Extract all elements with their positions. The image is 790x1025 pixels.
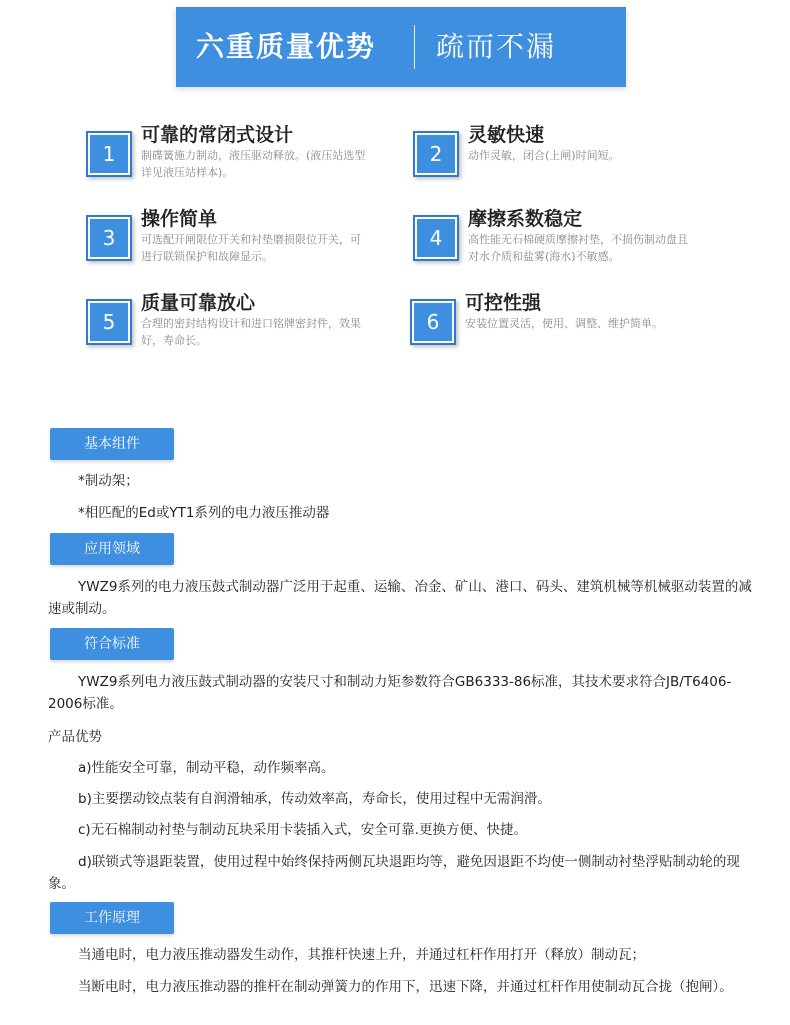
feature-description: 安装位置灵活，使用、调整、维护简单。 bbox=[465, 317, 663, 330]
feature-5 bbox=[86, 294, 406, 364]
feature-description: 制碟簧施力制动，液压驱动释放。(液压站选型详见液压站样本)。 bbox=[141, 149, 366, 179]
principle-item: 当断电时，电力液压推动器的推杆在制动弹簧力的作用下，迅速下降，并通过杠杆作用使制动瓦合拢（抱闸）。 bbox=[78, 979, 733, 995]
feature-description: 动作灵敏，闭合(上闸)时间短。 bbox=[468, 149, 620, 162]
feature-number-badge: 5 bbox=[86, 299, 132, 345]
advantage-item: d)联锁式等退距装置，使用过程中始终保持两侧瓦块退距均等，避免因退距不均使一侧制动衬垫浮贴制动轮的现象。 bbox=[48, 854, 740, 892]
banner-subtitle: 疏而不漏 bbox=[436, 30, 557, 63]
feature-number-badge: 4 bbox=[413, 215, 459, 261]
feature-title: 可控性强 bbox=[465, 292, 542, 314]
feature-description: 合理的密封结构设计和进口铭牌密封件，效果好，寿命长。 bbox=[141, 317, 361, 347]
feature-number-badge: 3 bbox=[86, 215, 132, 261]
section-tag-components: 基本组件 bbox=[50, 428, 174, 460]
advantage-item: a)性能安全可靠，制动平稳，动作频率高。 bbox=[78, 760, 335, 776]
feature-title: 质量可靠放心 bbox=[141, 292, 256, 314]
banner-divider bbox=[414, 25, 415, 69]
feature-1 bbox=[86, 126, 406, 196]
component-item: *制动架； bbox=[78, 473, 139, 489]
feature-number-badge: 2 bbox=[413, 131, 459, 177]
component-item: *相匹配的Ed或YT1系列的电力液压推动器 bbox=[78, 505, 330, 521]
principle-item: 当通电时，电力液压推动器发生动作，其推杆快速上升，并通过杠杆作用打开（释放）制动瓦； bbox=[78, 947, 645, 963]
banner-title: 六重质量优势 bbox=[196, 30, 377, 63]
feature-description: 高性能无石棉硬质摩擦衬垫，不损伤制动盘且对水介质和盐雾(海水)不敏感。 bbox=[468, 233, 688, 263]
feature-2 bbox=[413, 126, 733, 196]
feature-description: 可选配开闸限位开关和衬垫磨损限位开关，可进行联锁保护和故障显示。 bbox=[141, 233, 361, 263]
advantages-heading: 产品优势 bbox=[48, 729, 102, 745]
section-tag-application: 应用领域 bbox=[50, 533, 174, 565]
feature-title: 灵敏快速 bbox=[468, 124, 545, 146]
advantage-item: c)无石棉制动衬垫与制动瓦块采用卡装插入式，安全可靠.更换方便、快捷。 bbox=[78, 822, 527, 838]
advantage-item: b)主要摆动铰点装有自润滑轴承，传动效率高，寿命长，使用过程中无需润滑。 bbox=[78, 791, 551, 807]
advantages-banner bbox=[176, 7, 626, 87]
standard-text: YWZ9系列电力液压鼓式制动器的安装尺寸和制动力矩参数符合GB6333-86标准，其技术要求符合JB/T6406-2006标准。 bbox=[48, 674, 732, 712]
feature-3 bbox=[86, 210, 406, 280]
application-text: YWZ9系列的电力液压鼓式制动器广泛用于起重、运输、冶金、矿山、港口、码头、建筑机械等机械驱动装置的减速或制动。 bbox=[48, 579, 752, 617]
feature-title: 可靠的常闭式设计 bbox=[141, 124, 294, 146]
section-tag-standard: 符合标准 bbox=[50, 628, 174, 660]
feature-6 bbox=[410, 294, 730, 364]
feature-title: 摩擦系数稳定 bbox=[468, 208, 583, 230]
feature-number-badge: 1 bbox=[86, 131, 132, 177]
section-tag-principle: 工作原理 bbox=[50, 902, 174, 934]
feature-title: 操作简单 bbox=[141, 208, 218, 230]
feature-number-badge: 6 bbox=[410, 299, 456, 345]
feature-4 bbox=[413, 210, 733, 280]
